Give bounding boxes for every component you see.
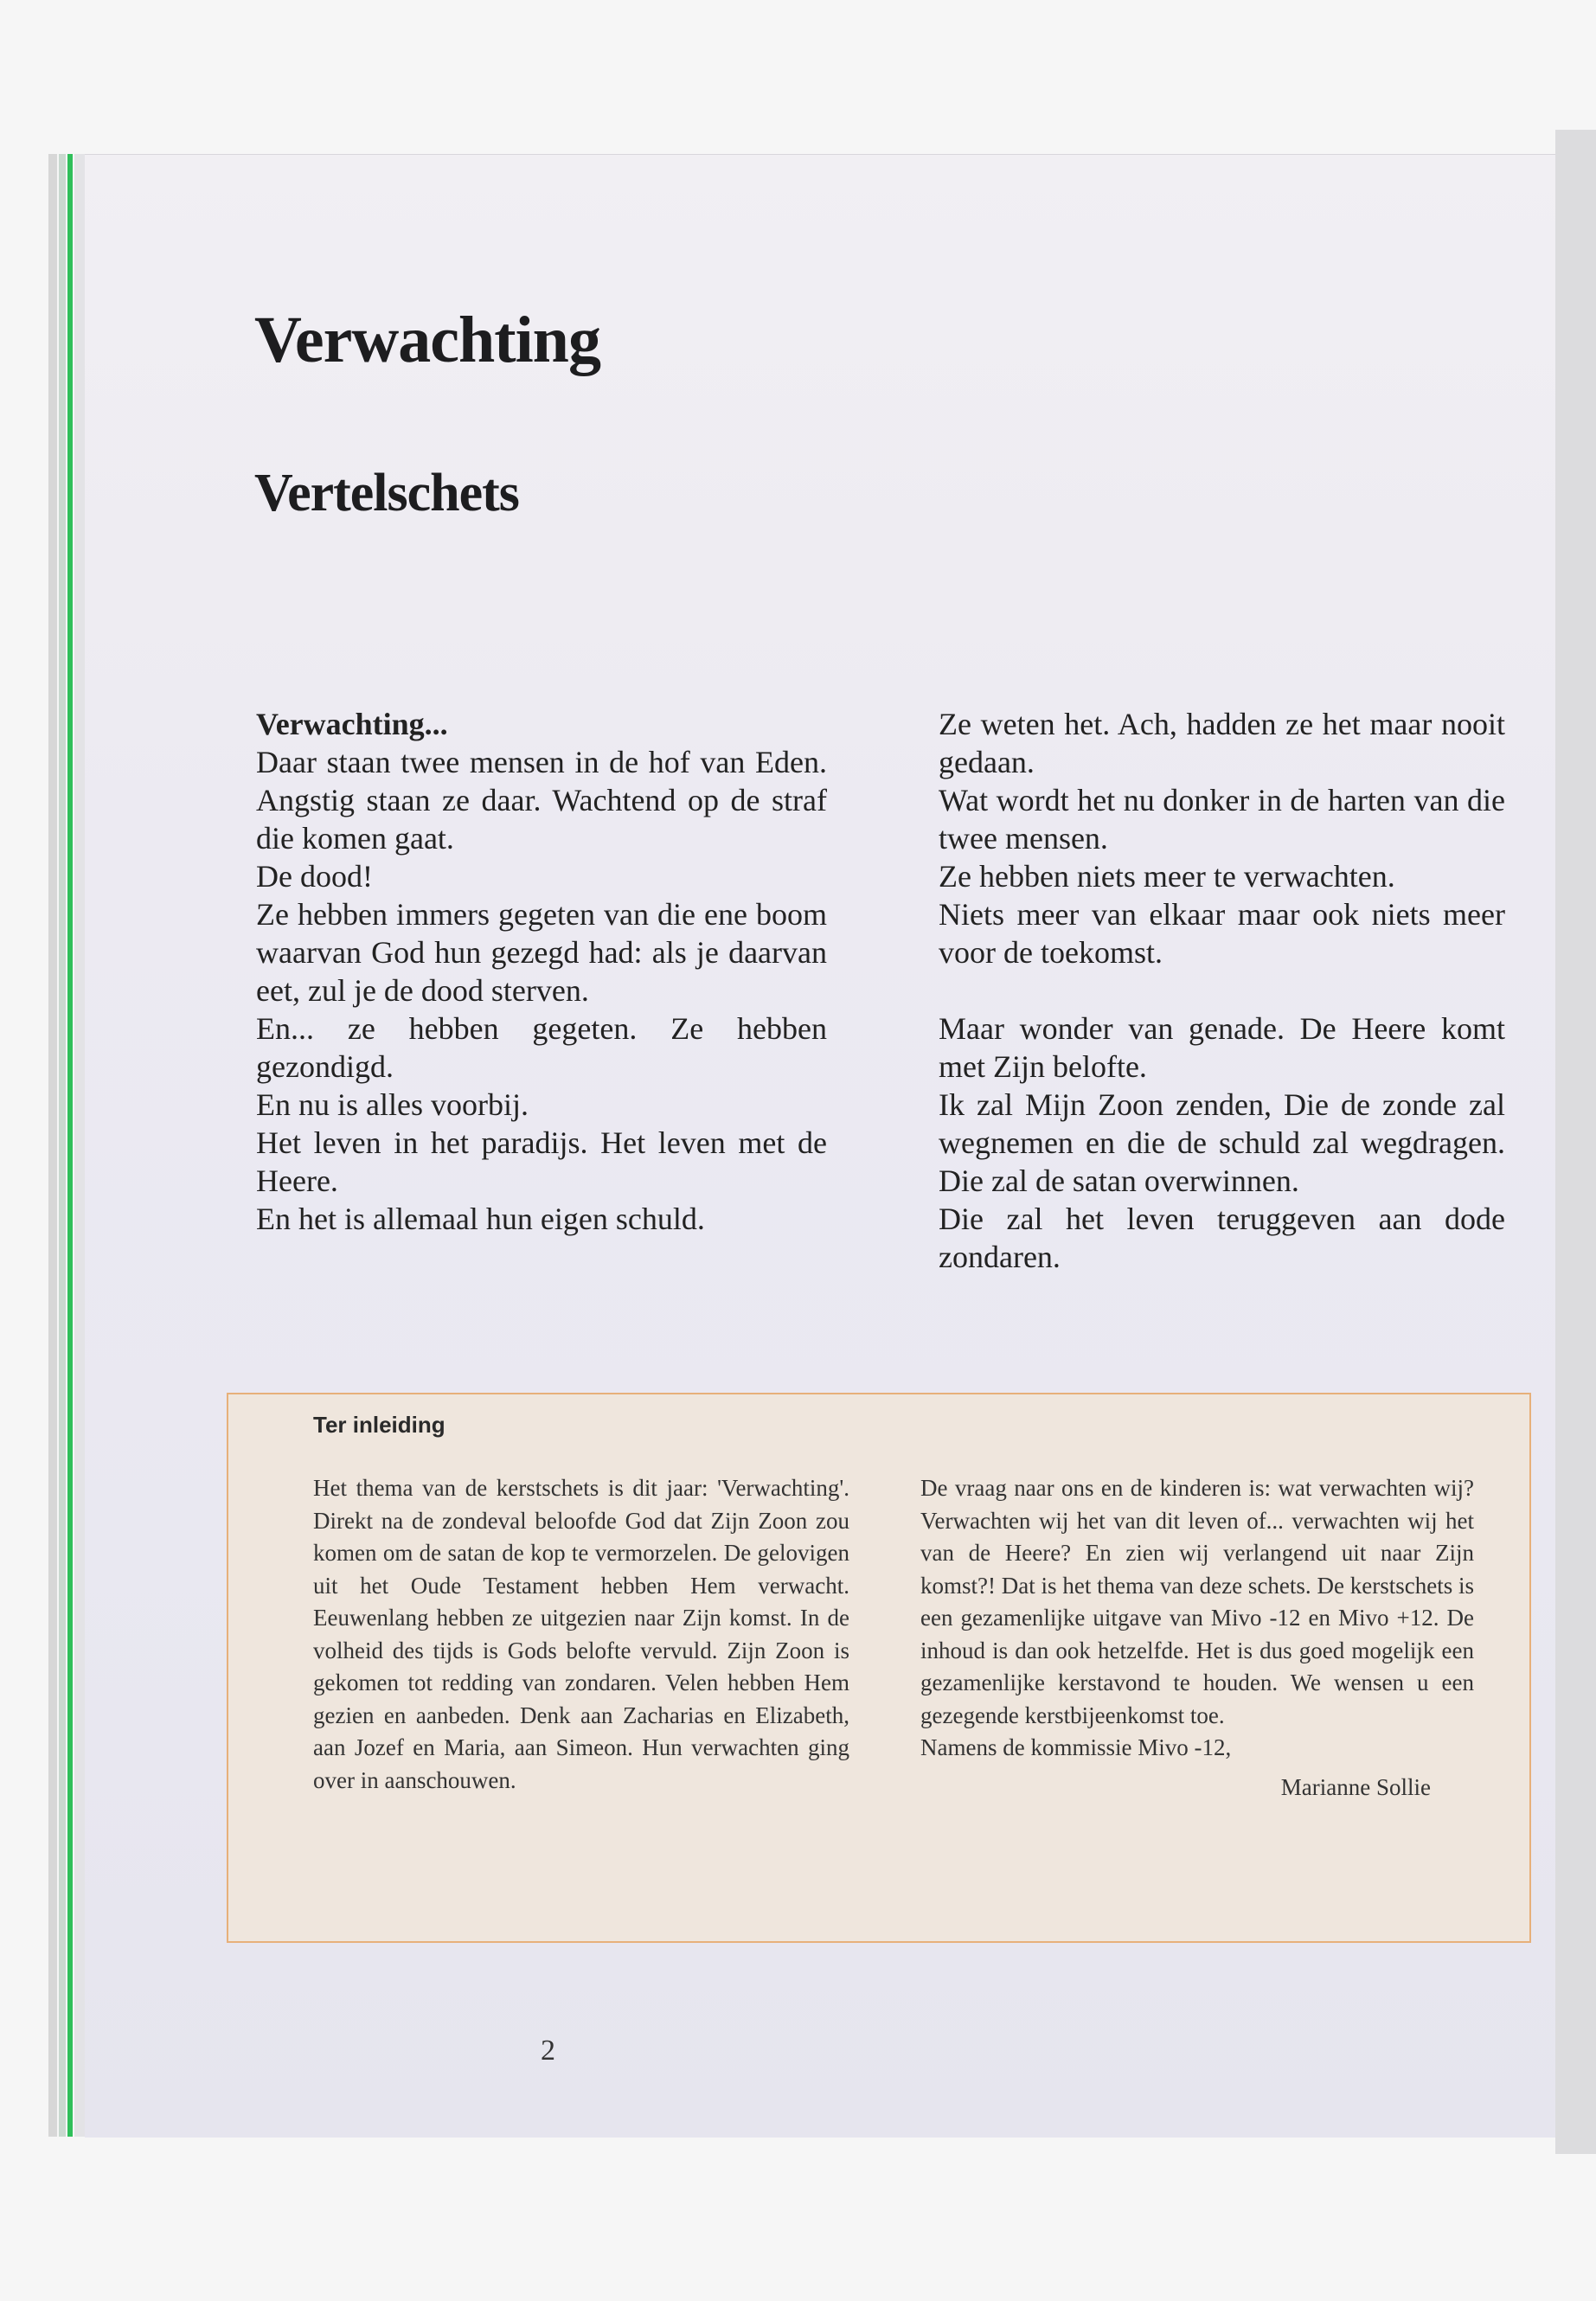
intro-paragraph: Het thema van de kerstschets is dit jaar: 'Verwachting'. Direkt na de zondeval beloofde God dat Zijn Zoon zou komen om de satan de kop te vermorzelen. De gelovigen uit het Oude Testament hebben Hem verwacht. Eeuwenlang hebben ze uitgezien naar Zijn komst. In de volheid des tijds is Gods belofte vervuld. Zijn Zoon is gekomen tot redding van zondaren. Velen hebben Hem gezien en aanbeden. Denk aan Zacharias en Elizabeth, aan Jozef en Maria, aan Simeon. Hun verwachten ging over in aanschouwen. (313, 1475, 849, 1793)
story-paragraph: Wat wordt het nu donker in de harten van die twee mensen. (939, 783, 1505, 856)
intro-paragraph: De vraag naar ons en de kinderen is: wat verwachten wij? Verwachten wij het van dit leven of... verwachten wij het van de Heere? En zien wij verlangend uit naar Zijn komst?! Dat is het thema van deze schets. De kerstschets is een gezamenlijke uitgave van Mivo -12 en Mivo +12. De inhoud is dan ook hetzelfde. Het is dus goed mogelijk een gezamenlijke kerstavond te houden. We wensen u een gezegende kerstbijeenkomst toe. (920, 1475, 1474, 1728)
intro-column-left (313, 1472, 849, 1797)
story-paragraph: Verwachting... (256, 707, 448, 741)
binding-edge (59, 154, 66, 2137)
story-paragraph: Niets meer van elkaar maar ook niets meer voor de toekomst. (939, 897, 1505, 970)
page-title: Verwachting (254, 304, 600, 376)
green-binding-stripe (67, 154, 73, 2137)
binding-edge (48, 154, 57, 2137)
scan-right-edge (1555, 130, 1596, 2154)
story-paragraph: Het leven in het paradijs. Het leven met de Heere. (256, 1125, 827, 1198)
story-paragraph: En het is allemaal hun eigen schuld. (256, 1202, 705, 1236)
story-paragraph: Ik zal Mijn Zoon zenden, Die de zonde zal wegnemen en die de schuld zal wegdragen. Die zal de satan overwinnen. (939, 1087, 1505, 1198)
intro-box-title: Ter inleiding (313, 1412, 445, 1438)
intro-signature: Marianne Sollie (1280, 1773, 1431, 1800)
story-paragraph: En... ze hebben gegeten. Ze hebben gezondigd. (256, 1011, 827, 1084)
paragraph-spacer (939, 971, 1505, 1009)
story-paragraph: En nu is alles voorbij. (256, 1087, 529, 1122)
binding-edge (74, 154, 85, 2137)
page-subtitle: Vertelschets (254, 464, 519, 522)
page-number: 2 (541, 2035, 555, 2067)
intro-signoff: Namens de kommissie Mivo -12, (920, 1734, 1232, 1760)
story-paragraph: Die zal het leven teruggeven aan dode zondaren. (939, 1202, 1505, 1274)
story-paragraph: Ze weten het. Ach, hadden ze het maar nooit gedaan. (939, 707, 1505, 779)
story-column-left (256, 705, 827, 1238)
story-paragraph: Daar staan twee mensen in de hof van Eden. Angstig staan ze daar. Wachtend op de straf die komen gaat. (256, 745, 827, 856)
story-paragraph: Maar wonder van genade. De Heere komt met Zijn belofte. (939, 1011, 1505, 1084)
story-paragraph: Ze hebben niets meer te verwachten. (939, 859, 1395, 894)
story-paragraph: De dood! (256, 859, 373, 894)
intro-box (227, 1393, 1531, 1943)
intro-column-right (920, 1472, 1474, 1804)
story-column-right (939, 705, 1505, 1276)
story-paragraph: Ze hebben immers gegeten van die ene boom waarvan God hun gezegd had: als je daarvan eet, zul je de dood sterven. (256, 897, 827, 1008)
